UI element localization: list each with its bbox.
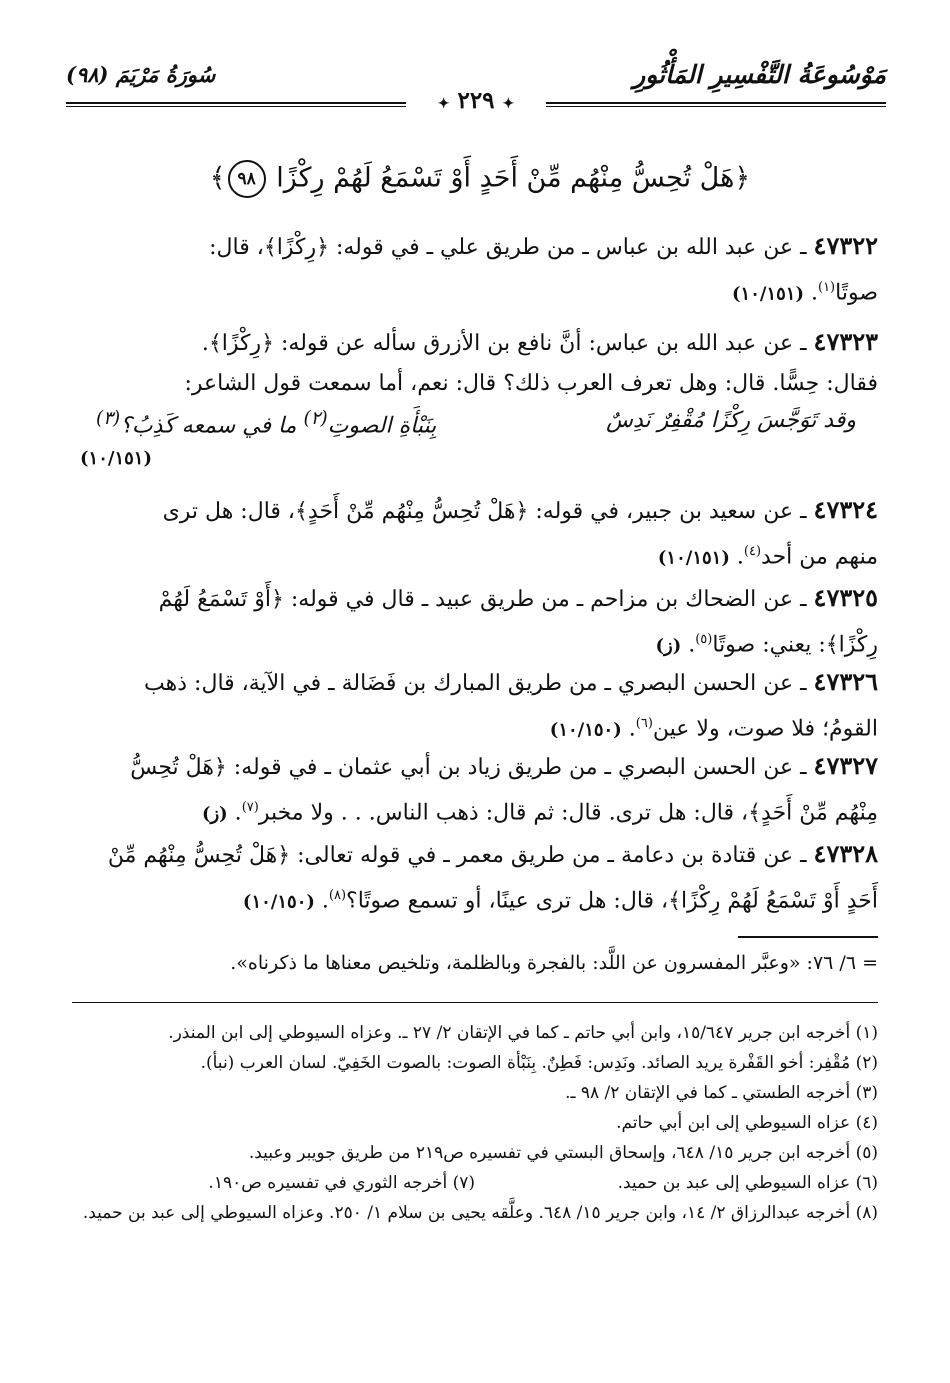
footnote-6: (٦) عزاه السيوطي إلى عبد بن حميد. xyxy=(617,1173,878,1193)
narration-text: ـ عن الحسن البصري ـ من طريق زياد بن أبي عثمان ـ في قوله: ﴿هَلْ تُحِسُّ xyxy=(130,755,807,780)
footnote-8: (٨) أخرجه عبدالرزاق ٢/ ١٤، وابن جرير ١٥/ ٦٤٨. وعلَّقه يحيى بن سلام ١/ ٢٥٠. وعزاه السيوطي إلى عبد بن حميد. xyxy=(82,1203,878,1223)
poem-verse xyxy=(96,408,856,446)
reference-code: (١٠/١٥١) xyxy=(732,283,804,305)
narration-text: فقال: حِسًّا. قال: وهل تعرف العرب ذلك؟ قال: نعم، أما سمعت قول الشاعر: xyxy=(184,371,878,396)
footnote-7: (٧) أخرجه الثوري في تفسيره ص١٩٠. xyxy=(208,1173,475,1193)
footnote-marker: (٢) xyxy=(303,408,328,429)
footnote-2: (٢) مُقْفِر: أخو القَفْرة يريد الصائد. ونَدِس: فَطِنٌ. بِنَبْأة الصوت: بالصوت الخَفِيّ. لسان العرب (نبأ). xyxy=(200,1053,878,1073)
footnote-row xyxy=(72,1168,878,1198)
narration-47327: ٤٧٣٢٧ ـ عن الحسن البصري ـ من طريق زياد بن أبي عثمان ـ في قوله: ﴿هَلْ تُحِسُّ مِنْهُم مِّنْ أَحَدٍ﴾، قال: هل ترى. قال: ثم قال: ذهب الناس. . . ولا مخبر$^{(٧)}$. (ز) xyxy=(130,751,878,826)
reference-code: (١٠/١٥٠) xyxy=(549,719,622,741)
narration-number: ٤٧٣٢٧ xyxy=(813,751,878,780)
footnote-separator-short xyxy=(738,936,878,938)
header-rule-right xyxy=(546,102,886,104)
page-header xyxy=(66,52,886,118)
narration-tail: صوتًا xyxy=(835,280,878,306)
poem-hemistich-1: وقد تَوَجَّسَ رِكْزًا مُقْفِرٌ نَدِسٌ xyxy=(606,408,856,433)
footnote-3: (٣) أخرجه الطستي ـ كما في الإتقان ٢/ ٩٨ ـ. xyxy=(565,1083,878,1103)
reference-code: (١٠/١٥١) xyxy=(657,547,730,569)
narration-tail: رِكْزًا﴾: يعني: صوتًا xyxy=(712,632,878,658)
narration-text: ـ عن الحسن البصري ـ من طريق المبارك بن فَضَالة ـ في الآية، قال: ذهب xyxy=(144,671,807,696)
narration-number: ٤٧٣٢٢ xyxy=(813,231,878,260)
ayah-number-medallion: ٩٨ xyxy=(228,160,266,198)
page-number-box xyxy=(406,87,546,114)
verse-text: ﴿هَلْ تُحِسُّ مِنْهُم مِّنْ أَحَدٍ أَوْ تَسْمَعُ لَهُمْ رِكْزًا xyxy=(276,162,751,194)
narration-47322: ٤٧٣٢٢ ـ عن عبد الله بن عباس ـ من طريق علي ـ في قوله: ﴿رِكْزًا﴾، قال: صوتًا$^{(١)}$. (١٠/١٥١) xyxy=(209,231,878,306)
narration-47325: ٤٧٣٢٥ ـ عن الضحاك بن مزاحم ـ من طريق عبيد ـ قال في قوله: ﴿أَوْ تَسْمَعُ لَهُمْ رِكْزًا﴾: يعني: صوتًا$^{(٥)}$. (ز) xyxy=(158,583,878,658)
series-title: مَوْسُوعَةُ التَّفْسِيرِ المَأْثُورِ xyxy=(633,60,886,89)
footnote-separator xyxy=(72,1002,878,1003)
reference-code: (١٠/١٥٠) xyxy=(242,891,315,913)
footnote-marker: (٧) xyxy=(241,800,259,815)
footnote-marker: (٣) xyxy=(96,408,121,429)
footnotes xyxy=(72,1018,878,1228)
footnote-marker: (٤) xyxy=(743,544,762,559)
surah-label: سُورَةُ مَرْيَمَ (٩٨) xyxy=(66,62,216,87)
header-rule-left xyxy=(66,102,406,104)
narration-text: ـ عن الضحاك بن مزاحم ـ من طريق عبيد ـ قال في قوله: ﴿أَوْ تَسْمَعُ لَهُمْ xyxy=(158,587,807,612)
footnote-5: (٥) أخرجه ابن جرير ١٥/ ٦٤٨، وإسحاق البستي في تفسيره ص٢١٩ من طريق جويبر وعبيد. xyxy=(248,1143,878,1163)
verse-close-bracket: ﴾ xyxy=(209,162,226,194)
reference-code: (١٠/١٥١) xyxy=(80,448,152,469)
reference-code: (ز) xyxy=(201,803,228,825)
narration-tail: أَحَدٍ أَوْ تَسْمَعُ لَهُمْ رِكْزًا﴾، قال: هل ترى عينًا، أو تسمع صوتًا؟ xyxy=(346,888,878,914)
footnote-4: (٤) عزاه السيوطي إلى ابن أبي حاتم. xyxy=(616,1113,878,1133)
narration-47326: ٤٧٣٢٦ ـ عن الحسن البصري ـ من طريق المبارك بن فَضَالة ـ في الآية، قال: ذهب القومُ؛ فلا صوت، ولا عين$^{(٦)}$. (١٠/١٥٠) xyxy=(144,667,878,742)
narration-text: ـ عن عبد الله بن عباس ـ من طريق علي ـ في قوله: ﴿رِكْزًا﴾، قال: xyxy=(209,235,807,260)
ornament-icon: ✦ xyxy=(437,96,450,112)
narration-text: ـ عن سعيد بن جبير، في قوله: ﴿هَلْ تُحِسُّ مِنْهُم مِّنْ أَحَدٍ﴾، قال: هل ترى xyxy=(162,499,807,524)
narration-text: ـ عن عبد الله بن عباس: أنَّ نافع بن الأزرق سأله عن قوله: ﴿رِكْزًا﴾. xyxy=(201,331,807,356)
reference-code: (ز) xyxy=(655,635,682,657)
narration-number: ٤٧٣٢٣ xyxy=(813,327,878,356)
page-number: ٢٢٩ xyxy=(457,87,495,114)
footnote-marker: (٦) xyxy=(635,716,653,731)
narration-47328: ٤٧٣٢٨ ـ عن قتادة بن دعامة ـ من طريق معمر ـ في قوله تعالى: ﴿هَلْ تُحِسُّ مِنْهُم مِّنْ أَحَدٍ أَوْ تَسْمَعُ لَهُمْ رِكْزًا﴾، قال: هل ترى عينًا، أو تسمع صوتًا؟$^{(٨)}$. (١٠/١٥٠) xyxy=(107,839,878,914)
narration-number: ٤٧٣٢٦ xyxy=(813,667,878,696)
quran-verse xyxy=(70,160,890,198)
footnote-1: (١) أخرجه ابن جرير ١٥/٦٤٧، وابن أبي حاتم ـ كما في الإتقان ٢/ ٢٧ ـ. وعزاه السيوطي إلى ابن المنذر. xyxy=(168,1023,878,1043)
ornament-icon: ✦ xyxy=(502,96,515,112)
footnote-marker: (٥) xyxy=(695,632,713,647)
narration-number: ٤٧٣٢٨ xyxy=(813,839,878,868)
footnote-marker: (٨) xyxy=(328,888,347,903)
continuation-note: = ٦/ ٧٦: «وعبَّر المفسرون عن اللَّد: بالفجرة وبالظلمة، وتلخيص معناها ما ذكرناه». xyxy=(230,952,878,974)
narration-tail: مِنْهُم مِّنْ أَحَدٍ﴾، قال: هل ترى. قال: ثم قال: ذهب الناس. . . ولا مخبر xyxy=(258,800,878,826)
narration-47324: ٤٧٣٢٤ ـ عن سعيد بن جبير، في قوله: ﴿هَلْ تُحِسُّ مِنْهُم مِّنْ أَحَدٍ﴾، قال: هل ترى منهم من أحد$^{(٤)}$. (١٠/١٥١) xyxy=(162,495,878,570)
narration-number: ٤٧٣٢٥ xyxy=(813,583,878,612)
poem-hemistich-2: بِنَبْأَةِ الصوتِ$^{(٢)}$ ما في سمعه كَذِبُ؟$^{(٣)}$ xyxy=(96,408,437,439)
narration-number: ٤٧٣٢٤ xyxy=(813,495,878,524)
footnote-marker: (١) xyxy=(817,280,836,295)
narration-text: ـ عن قتادة بن دعامة ـ من طريق معمر ـ في قوله تعالى: ﴿هَلْ تُحِسُّ مِنْهُم مِّنْ xyxy=(107,843,807,868)
narration-tail: القومُ؛ فلا صوت، ولا عين xyxy=(652,716,878,742)
narration-47323 xyxy=(72,322,878,404)
narration-tail: منهم من أحد xyxy=(761,544,878,570)
